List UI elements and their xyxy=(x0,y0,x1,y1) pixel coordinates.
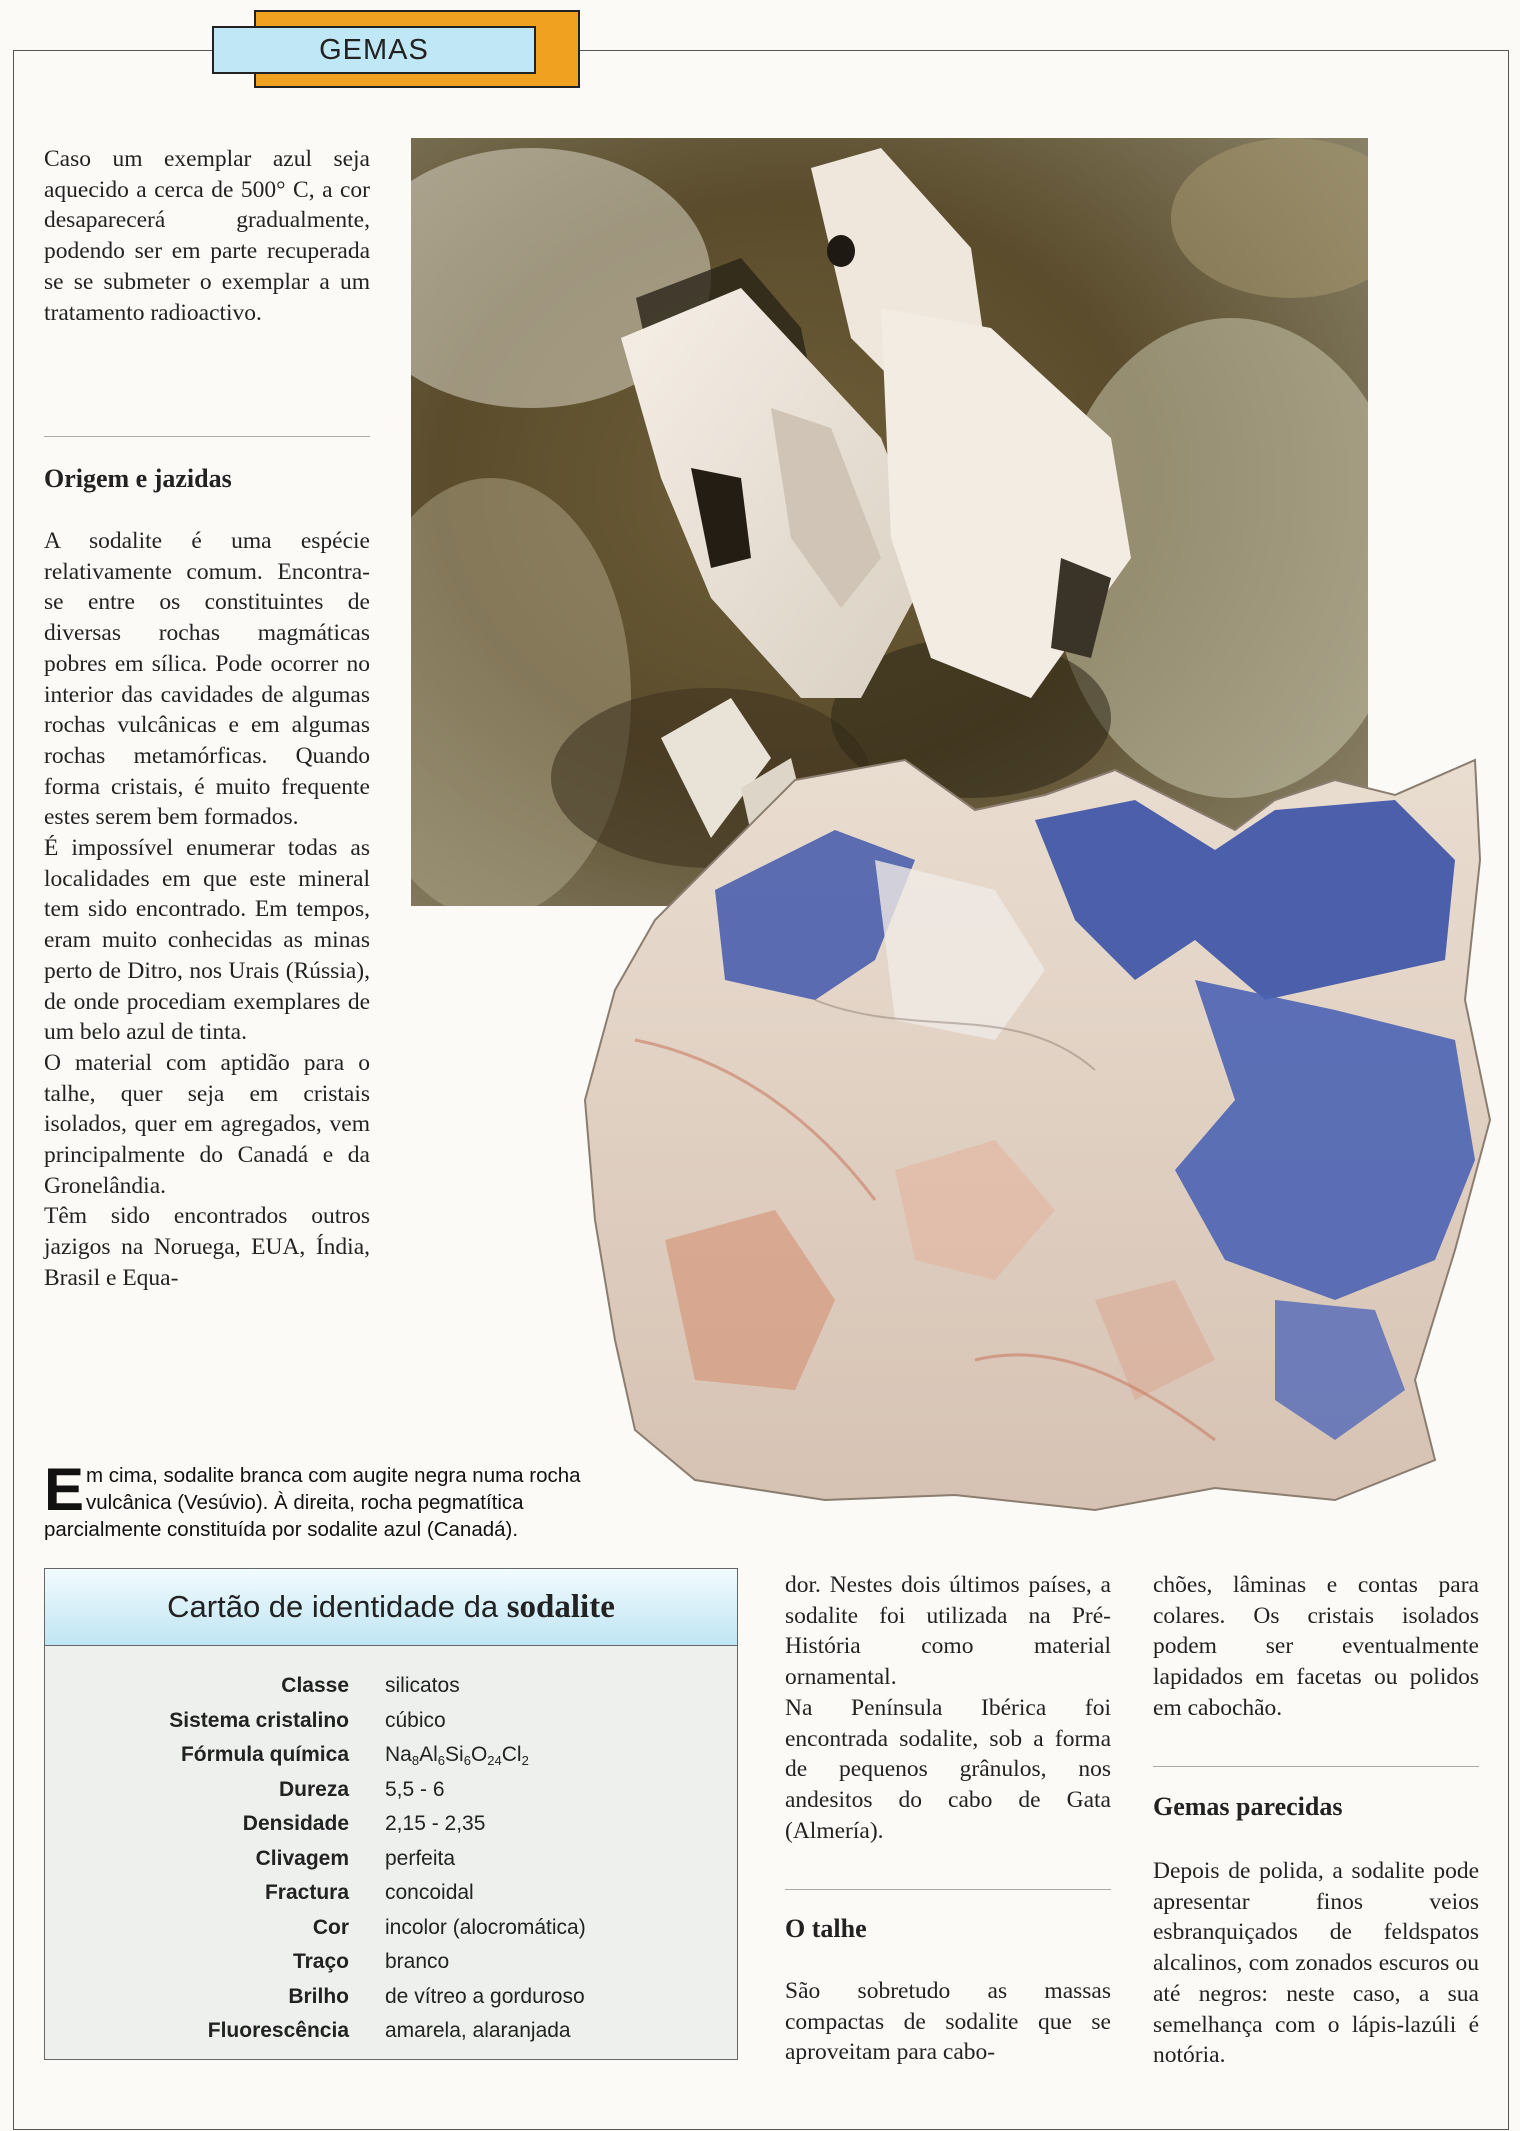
section-tab: GEMAS xyxy=(212,26,536,74)
drop-cap: E xyxy=(44,1456,85,1523)
id-row-densidade: Densidade 2,15 - 2,35 xyxy=(242,1812,486,1835)
similar-gems-text: Depois de polida, a sodalite pode apresentar finos veios esbranquiçados de feldspatos alcalinos, com zonados escuros ou até negros: neste caso, a sua semelhança com o lápis-lazúli é notória. xyxy=(1153,1858,1479,2069)
photo-caption xyxy=(44,1456,634,1543)
identity-card xyxy=(44,1568,738,2060)
id-row-dureza: Dureza 5,5 - 6 xyxy=(278,1777,445,1801)
id-row-formula: Fórmula química $Na_8Al_6Si_6O_{24}Cl_2$ xyxy=(45,1738,739,1772)
caption-text: m cima, sodalite branca com augite negra numa rocha vulcânica (Vesúvio). À direita, rocha pegmatítica parcialmente constituída por sodalite azul (Canadá). xyxy=(44,1464,581,1541)
divider xyxy=(785,1889,1111,1890)
middle-text xyxy=(785,1570,1111,1846)
intro-paragraph: Caso um exemplar azul seja aquecido a cerca de 500° C, a cor desaparecerá gradualmente, podendo ser em parte recuperada se se submeter o exemplar a um tratamento radioactivo. xyxy=(44,146,370,326)
identity-card-title: Cartão de identidade da sodalite xyxy=(45,1569,737,1646)
id-row-traco: Traço branco xyxy=(292,1950,450,1973)
id-row-brilho: Brilho de vítreo a gorduroso xyxy=(288,1984,585,2008)
divider xyxy=(44,436,370,437)
paragraph: Na Península Ibérica foi encontrada sodalite, sob a forma de pequenos grânulos, nos andesitos do cabo de Gata (Almería). xyxy=(785,1694,1111,1844)
id-row-fluorescencia: Fluorescência amarela, alaranjada xyxy=(207,2019,571,2042)
id-row-fractura: Fractura concoidal xyxy=(264,1881,474,1904)
heading-o-talhe: O talhe xyxy=(785,1914,867,1943)
id-row-classe: Classe silicatos xyxy=(281,1674,460,1697)
right-text: chões, lâminas e contas para colares. Os cristais isolados podem ser eventualmente lapidados em facetas ou polidos em cabochão. xyxy=(1153,1572,1479,1721)
id-row-clivagem: Clivagem perfeita xyxy=(255,1846,456,1870)
id-row-sistema: Sistema cristalino cúbico xyxy=(169,1708,446,1732)
heading-gemas-parecidas: Gemas parecidas xyxy=(1153,1792,1343,1821)
divider xyxy=(1153,1766,1479,1767)
heading-origem-jazidas: Origem e jazidas xyxy=(44,464,232,493)
talhe-text: São sobretudo as massas compactas de sodalite que se aproveitam para cabo- xyxy=(785,1978,1111,2066)
origem-text xyxy=(44,526,370,1294)
paragraph: É impossível enumerar todas as localidades em que este mineral tem sido encontrado. Em tempos, eram muito conhecidas as minas perto de Ditro, nos Urais (Rússia), de onde procediam exemplares de um belo azul de tinta. xyxy=(44,835,370,1046)
paragraph: dor. Nestes dois últimos países, a sodalite foi utilizada na Pré-História como material ornamental. xyxy=(785,1572,1111,1691)
chemical-formula: $Na_8Al_6Si_6O_{24}Cl_2$ xyxy=(385,1743,529,1768)
bottom-photo xyxy=(575,740,1495,1530)
paragraph: O material com aptidão para o talhe, quer seja em cristais isolados, quer em agregados, vem principalmente do Canadá e da Gronelândia. xyxy=(44,1049,370,1199)
paragraph: A sodalite é uma espécie relativamente comum. Encontra-se entre os constituintes de diversas rochas magmáticas pobres em sílica. Pode ocorrer no interior das cavidades de algumas rochas vulcânicas e em algumas rochas metamórficas. Quando forma cristais, é muito frequente estes serem bem formados. xyxy=(44,528,370,831)
id-row-cor: Cor incolor (alocromática) xyxy=(312,1915,586,1939)
blue-sodalite-rock-image xyxy=(575,740,1495,1530)
paragraph: Têm sido encontrados outros jazigos na Noruega, EUA, Índia, Brasil e Equa- xyxy=(44,1203,370,1291)
